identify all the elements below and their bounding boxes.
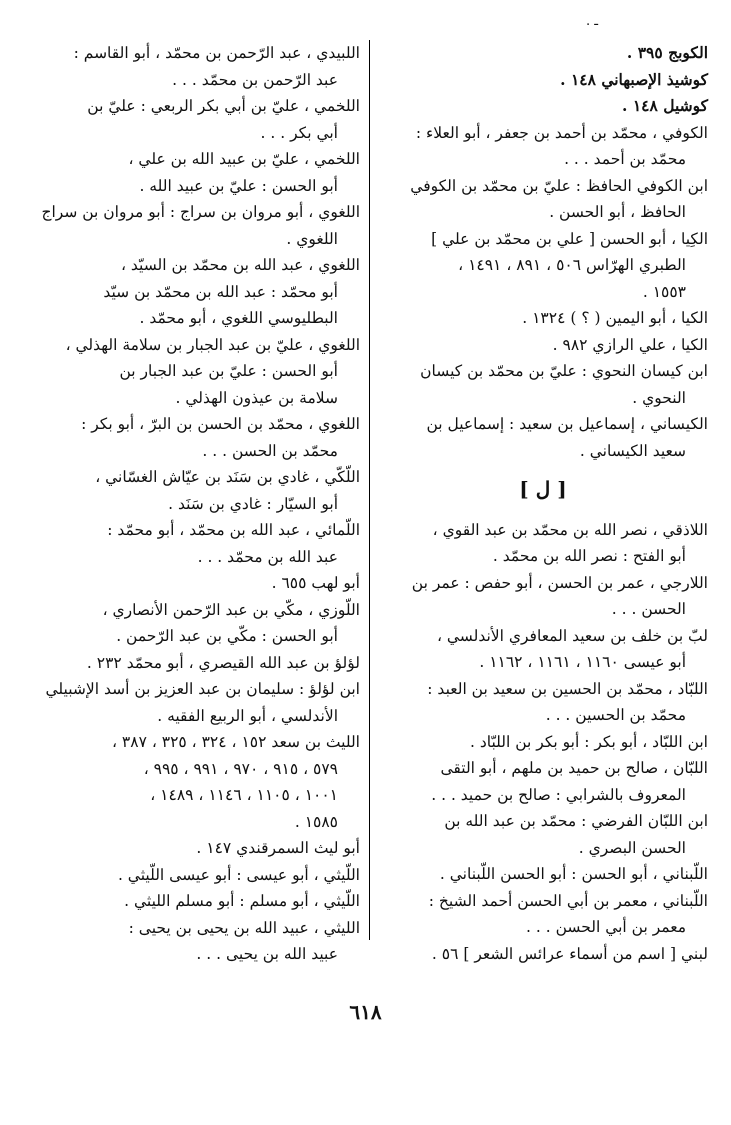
index-line: اللّيثي ، أبو مسلم : أبو مسلم الليثي . — [124, 892, 360, 910]
index-line: سلامة بن عيذون الهذلي . — [175, 388, 338, 407]
index-line: لؤلؤ بن عبد الله القيصري ، أبو محمّد ٢٣٢ . — [86, 653, 360, 672]
index-line: محمّد بن الحسين . . . — [545, 706, 686, 724]
index-line: أبو عيسى ١١٦٠ ، ١١٦١ ، ١١٦٢ . — [479, 653, 686, 671]
page-number: ٦١٨ — [349, 1000, 382, 1024]
index-line: اللبيدي ، عبد الرّحمن بن محمّد ، أبو القاسم : — [73, 44, 360, 62]
index-line: اللّبناني ، معمر بن أبي الحسن أحمد الشيخ : — [428, 891, 708, 910]
index-line: كوشيل ١٤٨ . — [622, 96, 708, 115]
index-line: اللغوي ، عبد الله بن محمّد بن السيّد ، — [120, 256, 360, 274]
index-line: ٥٧٩ ، ٩١٥ ، ٩٧٠ ، ٩٩١ ، ٩٩٥ ، — [143, 759, 338, 778]
index-line: الليث بن سعد ١٥٢ ، ٣٢٤ ، ٣٢٥ ، ٣٨٧ ، — [111, 733, 360, 751]
index-line: اللغوي ، عليّ بن عبد الجبار بن سلامة الهذلي ، — [65, 335, 360, 354]
index-line: عبد الرّحمن بن محمّد . . . — [172, 70, 338, 89]
index-line: أبو محمّد : عبد الله بن محمّد بن سيّد — [103, 282, 338, 301]
index-line: الكوبج ٣٩٥ . — [626, 43, 708, 62]
index-line: أبو ليث السمرقندي ١٤٧ . — [196, 839, 360, 857]
index-line: الطبري الهرّاس ٥٠٦ ، ٨٩١ ، ١٤٩١ ، — [458, 256, 686, 274]
index-line: النحوي . — [632, 388, 686, 407]
index-line: اللّيثي ، أبو عيسى : أبو عيسى اللّيثي . — [117, 865, 360, 884]
index-line: ابن لؤلؤ : سليمان بن عبد العزيز بن أسد الإشبيلي — [45, 680, 360, 698]
top-mark: . ـ — [586, 14, 599, 29]
index-line: الحسن البصري . — [578, 838, 686, 857]
index-line: الحافظ ، أبو الحسن . — [549, 203, 686, 221]
index-line: الليثي ، عبيد الله بن يحيى بن يحيى : — [128, 918, 360, 937]
index-line: الكيا ، أبو اليمين ( ؟ ) ١٣٢٤ . — [522, 309, 708, 327]
index-line: محمّد بن الحسن . . . — [202, 441, 338, 460]
index-line: عبد الله بن محمّد . . . — [197, 547, 338, 566]
index-line: اللارجي ، عمر بن الحسن ، أبو حفص : عمر بن — [411, 573, 708, 592]
index-line: أبي بكر . . . — [260, 123, 338, 142]
left-column-entries — [20, 40, 360, 968]
index-line: ابن اللبّاد ، أبو بكر : أبو بكر بن اللبّاد . — [470, 732, 708, 751]
index-line: أبو لهب ٦٥٥ . — [271, 574, 360, 592]
column-divider — [369, 40, 370, 940]
index-line: ابن كيسان النحوي : عليّ بن محمّد بن كيسان — [420, 362, 708, 380]
index-line: اللبّاد ، محمّد بن الحسين بن سعيد بن العبد : — [427, 679, 708, 698]
index-line: ابن الكوفي الحافظ : عليّ بن محمّد بن الكوفي — [410, 176, 708, 195]
index-line: اللخمي ، عليّ بن أبي بكر الربعي : عليّ بن — [87, 97, 360, 115]
index-line: ١٥٨٥ . — [294, 812, 338, 831]
right-column — [378, 40, 708, 967]
index-line: اللّكّي ، غادي بن سَنَد بن عيّاش الغسّاني ، — [95, 468, 360, 486]
index-line: اللّبناني ، أبو الحسن : أبو الحسن اللّبناني . — [439, 865, 708, 883]
index-line: أبو الحسن : عليّ بن عبد الجبار بن — [119, 362, 338, 380]
index-line: لبّ بن خلف بن سعيد المعافري الأندلسي ، — [436, 626, 708, 645]
section-heading: [ ل ] — [519, 477, 567, 501]
index-line: ١٠٠١ ، ١١٠٥ ، ١١٤٦ ، ١٤٨٩ ، — [150, 786, 338, 804]
index-line: المعروف بالشرابي : صالح بن حميد . . . — [431, 785, 686, 804]
right-column-entries-before — [378, 40, 708, 464]
index-line: اللّوزي ، مكّي بن عبد الرّحمن الأنصاري ، — [102, 600, 360, 619]
index-line: كوشيذ الإصبهاني ١٤٨ . — [560, 69, 708, 89]
index-line: اللبّان ، صالح بن حميد بن ملهم ، أبو التقى — [440, 759, 708, 777]
index-line: أبو السيّار : غادي بن سَنَد . — [168, 494, 338, 513]
index-line: سعيد الكيساني . — [579, 441, 686, 460]
index-line: البطليوسي اللغوي ، أبو محمّد . — [139, 309, 338, 327]
index-line: لبني [ اسم من أسماء عرائس الشعر ] ٥٦ . — [431, 944, 708, 963]
index-line: الكيساني ، إسماعيل بن سعيد : إسماعيل بن — [426, 415, 708, 433]
index-line: الكيا ، علي الرازي ٩٨٢ . — [552, 335, 708, 354]
index-line: محمّد بن أحمد . . . — [564, 150, 686, 168]
index-line: أبو الحسن : عليّ بن عبيد الله . — [139, 176, 338, 195]
right-column-entries-after — [378, 517, 708, 968]
index-line: اللاذقي ، نصر الله بن محمّد بن عبد القوي ، — [432, 520, 708, 539]
index-line: ابن اللبّان الفرضي : محمّد بن عبد الله بن — [444, 812, 708, 830]
index-line: الكِيا ، أبو الحسن [ علي بن محمّد بن علي ] — [431, 229, 708, 248]
index-line: اللغوي ، أبو مروان بن سراج : أبو مروان بن سراج — [41, 203, 360, 221]
index-line: عبيد الله بن يحيى . . . — [196, 945, 338, 963]
left-column — [20, 40, 360, 968]
index-line: اللغوي ، محمّد بن الحسن بن البرّ ، أبو بكر : — [81, 415, 360, 433]
index-line: اللغوي . — [286, 229, 338, 248]
index-line: الحسن . . . — [611, 600, 686, 618]
index-line: اللّمائي ، عبد الله بن محمّد ، أبو محمّد : — [107, 521, 360, 539]
index-line: أبو الحسن : مكّي بن عبد الرّحمن . — [116, 627, 338, 645]
index-line: معمر بن أبي الحسن . . . — [526, 918, 686, 936]
index-line: الأندلسي ، أبو الربيع الفقيه . — [157, 706, 338, 725]
index-line: ١٥٥٣ . — [642, 282, 686, 301]
index-line: اللخمي ، عليّ بن عبيد الله بن علي ، — [128, 150, 360, 168]
index-line: الكوفي ، محمّد بن أحمد بن جعفر ، أبو العلاء : — [415, 123, 708, 142]
index-line: أبو الفتح : نصر الله بن محمّد . — [492, 547, 686, 565]
